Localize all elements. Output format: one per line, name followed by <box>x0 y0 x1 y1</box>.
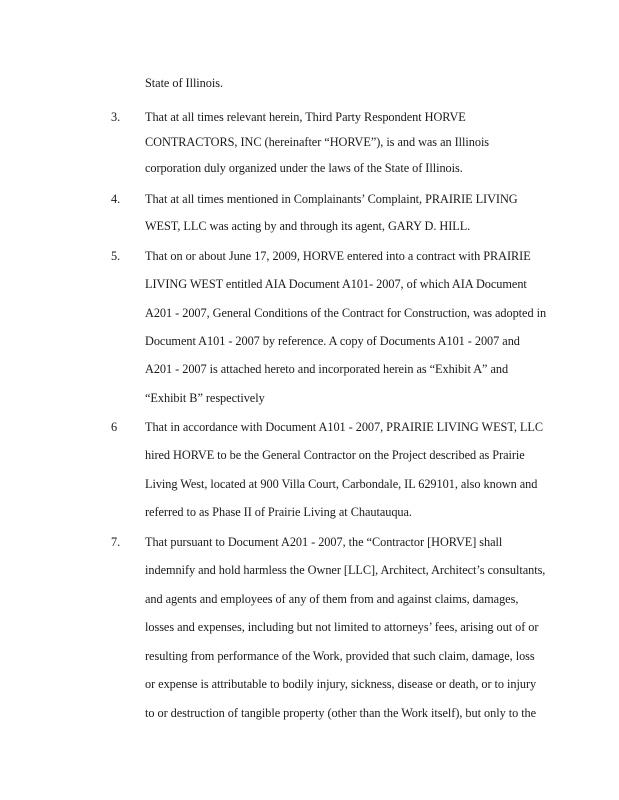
text-line: That on or about June 17, 2009, HORVE entered into a contract with PRAIRIE <box>145 249 531 263</box>
text-line: That at all times relevant herein, Third Party Respondent HORVE <box>145 110 466 124</box>
text-line: “Exhibit B” respectively <box>145 391 265 405</box>
text-line: That pursuant to Document A201 - 2007, the “Contractor [HORVE] shall <box>145 535 503 549</box>
text-line: resulting from performance of the Work, provided that such claim, damage, loss <box>145 649 535 663</box>
text-line: or expense is attributable to bodily injury, sickness, disease or death, or to injury <box>145 677 537 691</box>
text-line: Document A101 - 2007 by reference. A copy of Documents A101 - 2007 and <box>145 334 520 348</box>
paragraph-number: 4. <box>111 192 121 206</box>
paragraph-number: 6 <box>111 420 118 434</box>
paragraph-number: 5. <box>111 249 121 263</box>
text-line: That at all times mentioned in Complainants’ Complaint, PRAIRIE LIVING <box>145 192 518 206</box>
text-line: hired HORVE to be the General Contractor on the Project described as Prairie <box>145 448 525 462</box>
text-line: LIVING WEST entitled AIA Document A101- 2007, of which AIA Document <box>145 277 527 291</box>
paragraph-number: 3. <box>111 110 121 124</box>
paragraph-number: 7. <box>111 535 121 549</box>
text-line: and agents and employees of any of them from and against claims, damages, <box>145 592 519 606</box>
text-line: WEST, LLC was acting by and through its agent, GARY D. HILL. <box>145 219 471 233</box>
text-line: State of Illinois. <box>145 76 223 90</box>
text-line: Living West, located at 900 Villa Court, Carbondale, IL 629101, also known and <box>145 477 538 491</box>
text-line: CONTRACTORS, INC (hereinafter “HORVE”), is and was an Illinois <box>145 135 490 149</box>
text-line: indemnify and hold harmless the Owner [LLC], Architect, Architect’s consultants, <box>145 563 546 577</box>
text-line: referred to as Phase II of Prairie Living at Chautauqua. <box>145 505 412 519</box>
text-line: A201 - 2007 is attached hereto and incorporated herein as “Exhibit A” and <box>145 362 509 376</box>
text-line: That in accordance with Document A101 - 2007, PRAIRIE LIVING WEST, LLC <box>145 420 543 434</box>
text-line: A201 - 2007, General Conditions of the Contract for Construction, was adopted in <box>145 306 547 320</box>
text-line: to or destruction of tangible property (other than the Work itself), but only to the <box>145 706 537 720</box>
text-line: losses and expenses, including but not limited to attorneys’ fees, arising out of or <box>145 620 539 634</box>
text-line: corporation duly organized under the laws of the State of Illinois. <box>145 161 463 175</box>
